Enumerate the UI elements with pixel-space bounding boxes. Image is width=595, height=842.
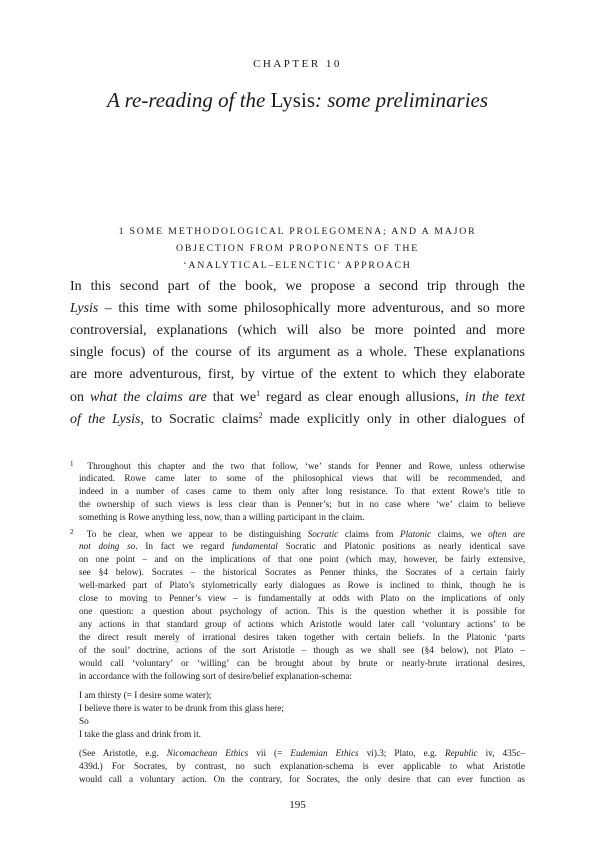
schema-line: So: [79, 716, 89, 726]
footnote-text: iv, 435c–: [477, 748, 526, 758]
body-line: controversial, explanations (which will also be more pointed and more: [70, 323, 525, 338]
footnote-text: not doing so: [79, 541, 136, 551]
footnote-line: [79, 541, 525, 551]
footnote-text: Nicomachean Ethics: [166, 748, 249, 758]
footnote-line: the direct result merely of irrational desires taken together with certain beliefs. In the Platonic ‘parts: [79, 632, 525, 642]
section-heading-line-3: ‘ANALYTICAL–ELENCTIC’ APPROACH: [183, 260, 412, 271]
body-line: [70, 301, 525, 317]
section-heading: [70, 223, 525, 274]
body-line: In this second part of the book, we propose a second trip through the: [70, 279, 525, 294]
footnote-line: see §4 below). Socrates – the historical Socrates as Penner thinks, the Socrates of a certain fairly: [79, 567, 525, 577]
title-part-2: : some preliminaries: [315, 88, 489, 112]
footnote-ref: 1: [256, 389, 261, 398]
footnote-text: Republic: [444, 748, 478, 758]
page-number: 195: [289, 799, 306, 811]
body-text: Lysis: [70, 301, 99, 316]
footnote-line: close to moving to Penner’s view – is fundamentally at odds with Plato on the implications of only: [79, 593, 525, 603]
body-text: made explicitly only in other dialogues of: [262, 412, 525, 427]
footnote-number: 1: [70, 460, 74, 468]
footnote-line: [70, 460, 525, 471]
body-text: on: [70, 390, 90, 405]
footnote-line: on one point – and on the implications of that one point (which may, however, be fairly extensive,: [79, 554, 525, 564]
body-text: that we: [206, 390, 257, 405]
footnote-text: often are: [488, 529, 525, 539]
footnote-text: vi).3; Plato, e.g.: [358, 748, 445, 758]
footnote-line: the ownership of such views is less clear than is Penner’s; but in no case where ‘we’ claim to believe: [79, 499, 525, 509]
footnote-line: 439d.) For Socrates, by contrast, no such explanation-schema is ever applicable to what Aristotle: [79, 761, 525, 771]
body-line: single focus) of the course of its argument as a whole. These explanations: [70, 345, 525, 360]
footnote-line: of the soul’ doctrine, actions of the sort Aristotle – though as we shall see (§4 below), not Plato –: [79, 645, 525, 655]
body-text: , to Socratic claims: [140, 412, 259, 427]
footnote-line: something is Rowe anything less, now, than a willing participant in the claim.: [79, 512, 365, 522]
footnote-text: vii (=: [248, 748, 291, 758]
footnote-text: fundamental: [231, 541, 278, 551]
section-heading-line-1: 1 SOME METHODOLOGICAL PROLEGOMENA; AND A MAJOR: [118, 226, 477, 237]
chapter-label: CHAPTER 10: [253, 58, 342, 70]
footnote-line: well-marked part of Plato’s stylometrically early dialogues as Rowe is inclined to think, though he is: [79, 580, 525, 590]
footnote-text: Socratic and Platonic positions as nearly identical save: [277, 541, 525, 551]
body-line: [70, 389, 525, 406]
footnote-line: any actions in that standard group of actions which Aristotle would later call ‘voluntary actions’ to be: [79, 619, 525, 629]
title-part-1: A re-reading of the: [106, 88, 271, 112]
body-text: of the Lysis: [70, 412, 141, 427]
footnote-text: (See Aristotle, e.g.: [79, 748, 167, 758]
body-text: in the text: [464, 390, 526, 405]
footnote-ref: 2: [258, 411, 263, 420]
footnote-text: Platonic: [400, 529, 432, 539]
body-line: are more adventurous, first, by virtue of the extent to which they elaborate: [70, 367, 525, 382]
schema-line: I believe there is water to be drunk from this glass here;: [79, 703, 284, 713]
footnote-line: would call a voluntary action. On the contrary, for Socrates, the only desire that can ever function as: [79, 774, 525, 784]
schema-line: I take the glass and drink from it.: [79, 729, 201, 739]
footnote-line: would call ‘voluntary’ or ‘willing’ can be brought about by brute or nearly-brute irrational desires,: [79, 658, 525, 668]
footnote-text: To be clear, when we appear to be distinguishing: [86, 529, 308, 539]
chapter-title: [0, 88, 595, 113]
footnote-line: [70, 528, 525, 539]
footnote-line: [79, 748, 525, 758]
body-text: what the claims are: [89, 390, 207, 405]
footnote-text: claims from: [338, 529, 400, 539]
footnote-number: 2: [70, 528, 74, 536]
footnote-line: one question: a question about psychology of action. This is the question whether it is possible for: [79, 606, 525, 616]
footnote-text: Eudemian Ethics: [290, 748, 359, 758]
body-line: [70, 411, 525, 428]
footnote-line: indeed in a number of cases came to them only after long resistance. To that extent Rowe’s title to: [79, 486, 525, 496]
footnote-text: Socratic: [307, 529, 339, 539]
footnote-text: claims, we: [431, 529, 489, 539]
title-lysis: Lysis: [270, 88, 315, 112]
body-text: – this time with some philosophically more adventurous, and so more: [98, 301, 525, 316]
body-text: regard as clear enough allusions,: [260, 390, 465, 405]
footnote-line: in accordance with the following sort of desire/belief explanation-schema:: [79, 671, 352, 681]
footnote-text: . In fact we regard: [135, 541, 232, 551]
footnote-text: Throughout this chapter and the two that follow, ‘we’ stands for Penner and Rowe, unless otherwise: [87, 461, 526, 471]
footnote-line: indicated. Rowe came later to some of the philosophical views that will be recommended, and: [79, 473, 525, 483]
schema-line: I am thirsty (= I desire some water);: [79, 690, 212, 700]
section-heading-line-2: OBJECTION FROM PROPONENTS OF THE: [175, 243, 420, 254]
